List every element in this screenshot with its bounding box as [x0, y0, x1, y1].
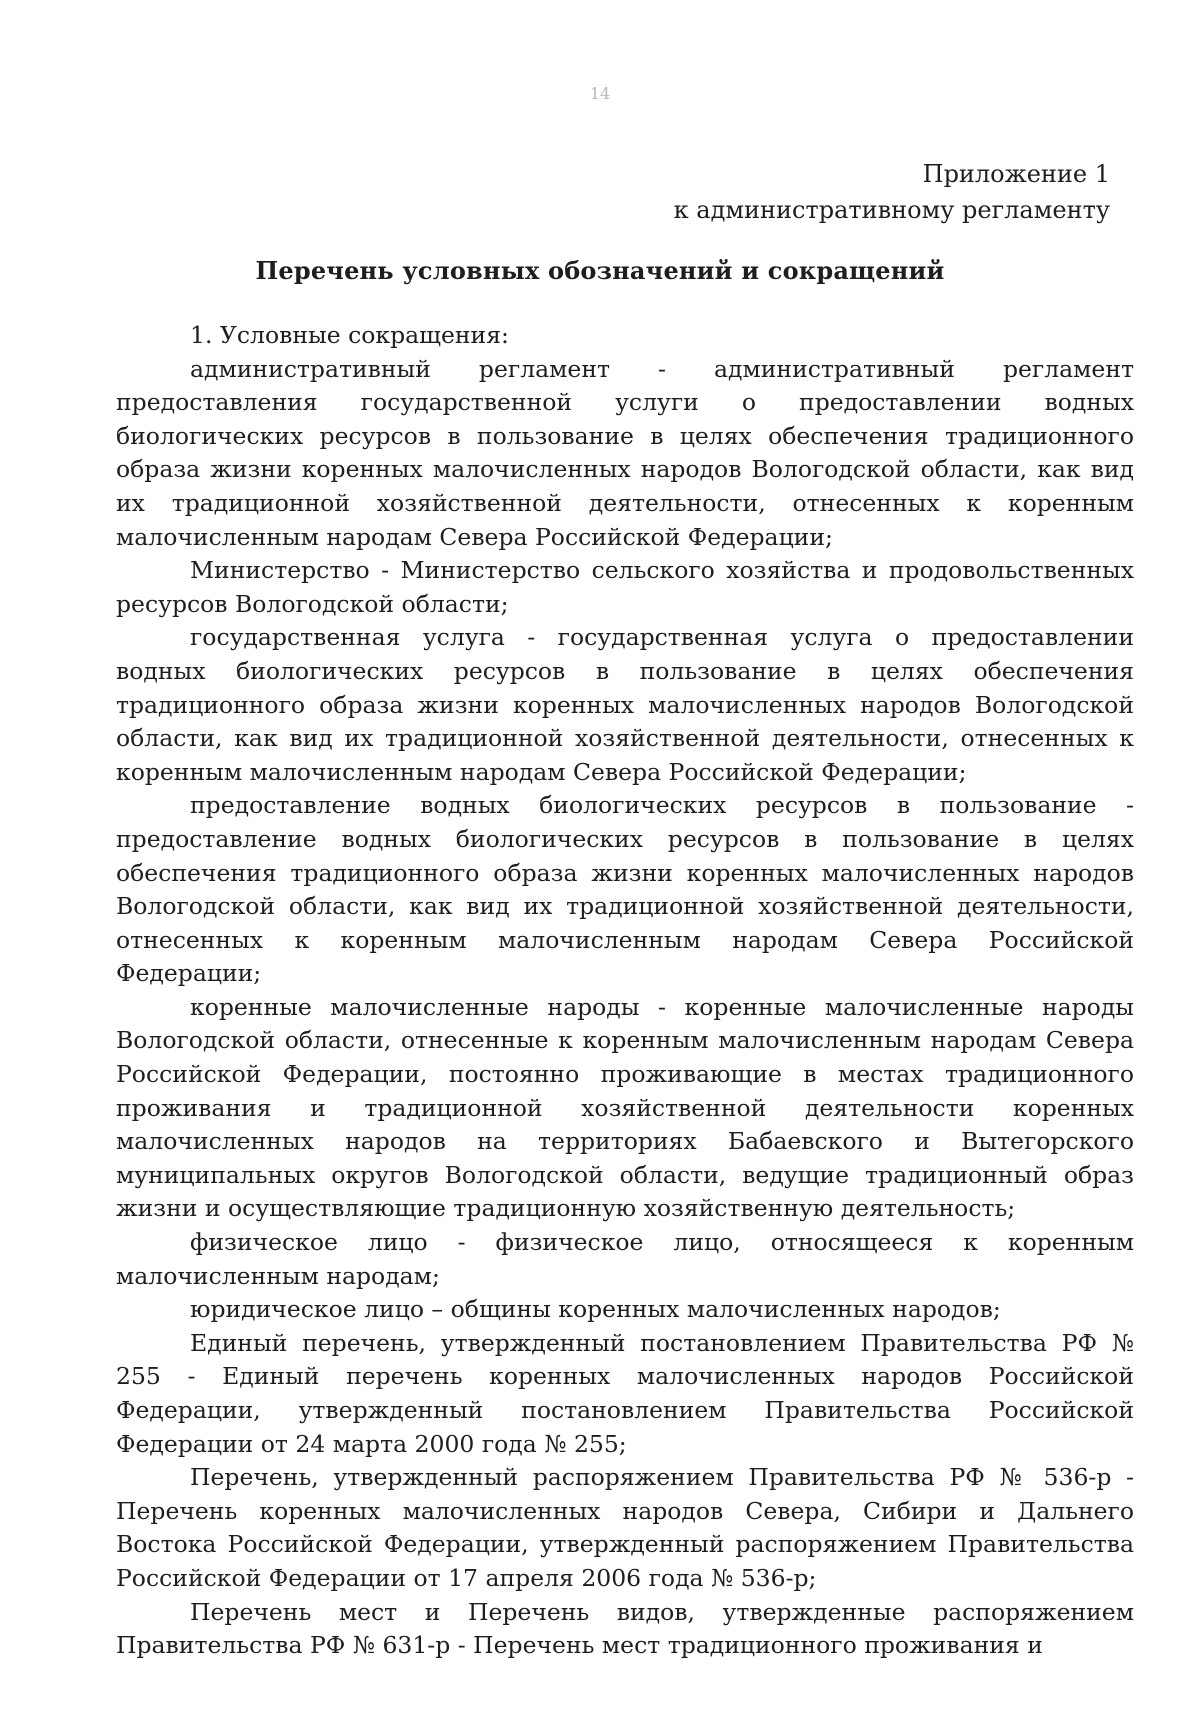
paragraph-list-631: Перечень мест и Перечень видов, утвержденные распоряжением Правительства РФ № 631-р - Перечень мест традиционного проживания и: [116, 1597, 1134, 1660]
paragraph-ministry: Министерство - Министерство сельского хозяйства и продовольственных ресурсов Вологодской области;: [116, 556, 1134, 618]
paragraph-provision-of-resources: предоставление водных биологических ресурсов в пользование - предоставление водных биологических ресурсов в пользование в целях обеспечения традиционного образа жизни коренных малочисленных народов Вологодской области, как вид их традиционной хозяйственной деятельности, отнесенных к коренным малочисленным народам Севера Российской Федерации;: [116, 791, 1134, 988]
paragraph-state-service: государственная услуга - государственная услуга о предоставлении водных биологических ресурсов в пользование в целях обеспечения традиционного образа жизни коренных малочисленных народов Вологодской области, как вид их традиционной хозяйственной деятельности, отнесенных к коренным малочисленным народам Севера Российской Федерации;: [116, 623, 1134, 786]
paragraph-legal-entity: юридическое лицо – общины коренных малочисленных народов;: [190, 1295, 1001, 1324]
appendix-line-2: к административному регламенту: [673, 196, 1110, 224]
appendix-line-1: Приложение 1: [922, 160, 1110, 188]
paragraph-individual: физическое лицо - физическое лицо, относящееся к коренным малочисленным народам;: [116, 1228, 1134, 1290]
paragraph-administrative-regulation: административный регламент - административный регламент предоставления государственной услуги о предоставлении водных биологических ресурсов в пользование в целях обеспечения традиционного образа жизни коренных малочисленных народов Вологодской области, как вид их традиционной хозяйственной деятельности, отнесенных к коренным малочисленным народам Севера Российской Федерации;: [116, 354, 1134, 551]
paragraph-unified-list: Единый перечень, утвержденный постановлением Правительства РФ № 255 - Единый перечень коренных малочисленных народов Российской Федерации, утвержденный постановлением Правительства Российской Федерации от 24 марта 2000 года № 255;: [116, 1328, 1134, 1458]
appendix-reference: [674, 156, 1110, 228]
document-body: [116, 319, 1134, 1663]
section-heading: 1. Условные сокращения:: [190, 321, 509, 349]
document-title: Перечень условных обозначений и сокращений: [255, 256, 945, 285]
paragraph-indigenous-peoples: коренные малочисленные народы - коренные малочисленные народы Вологодской области, отнесенные к коренным малочисленным народам Севера Российской Федерации, постоянно проживающие в местах традиционного проживания и традиционной хозяйственной деятельности коренных малочисленных народов на территориях Бабаевского и Вытегорского муниципальных округов Вологодской области, ведущие традиционный образ жизни и осуществляющие традиционную хозяйственную деятельность;: [116, 992, 1134, 1223]
paragraph-list-536: Перечень, утвержденный распоряжением Правительства РФ № 536-р - Перечень коренных малочисленных народов Севера, Сибири и Дальнего Востока Российской Федерации, утвержденный распоряжением Правительства Российской Федерации от 17 апреля 2006 года № 536-р;: [116, 1463, 1134, 1592]
page-number: 14: [589, 84, 611, 103]
